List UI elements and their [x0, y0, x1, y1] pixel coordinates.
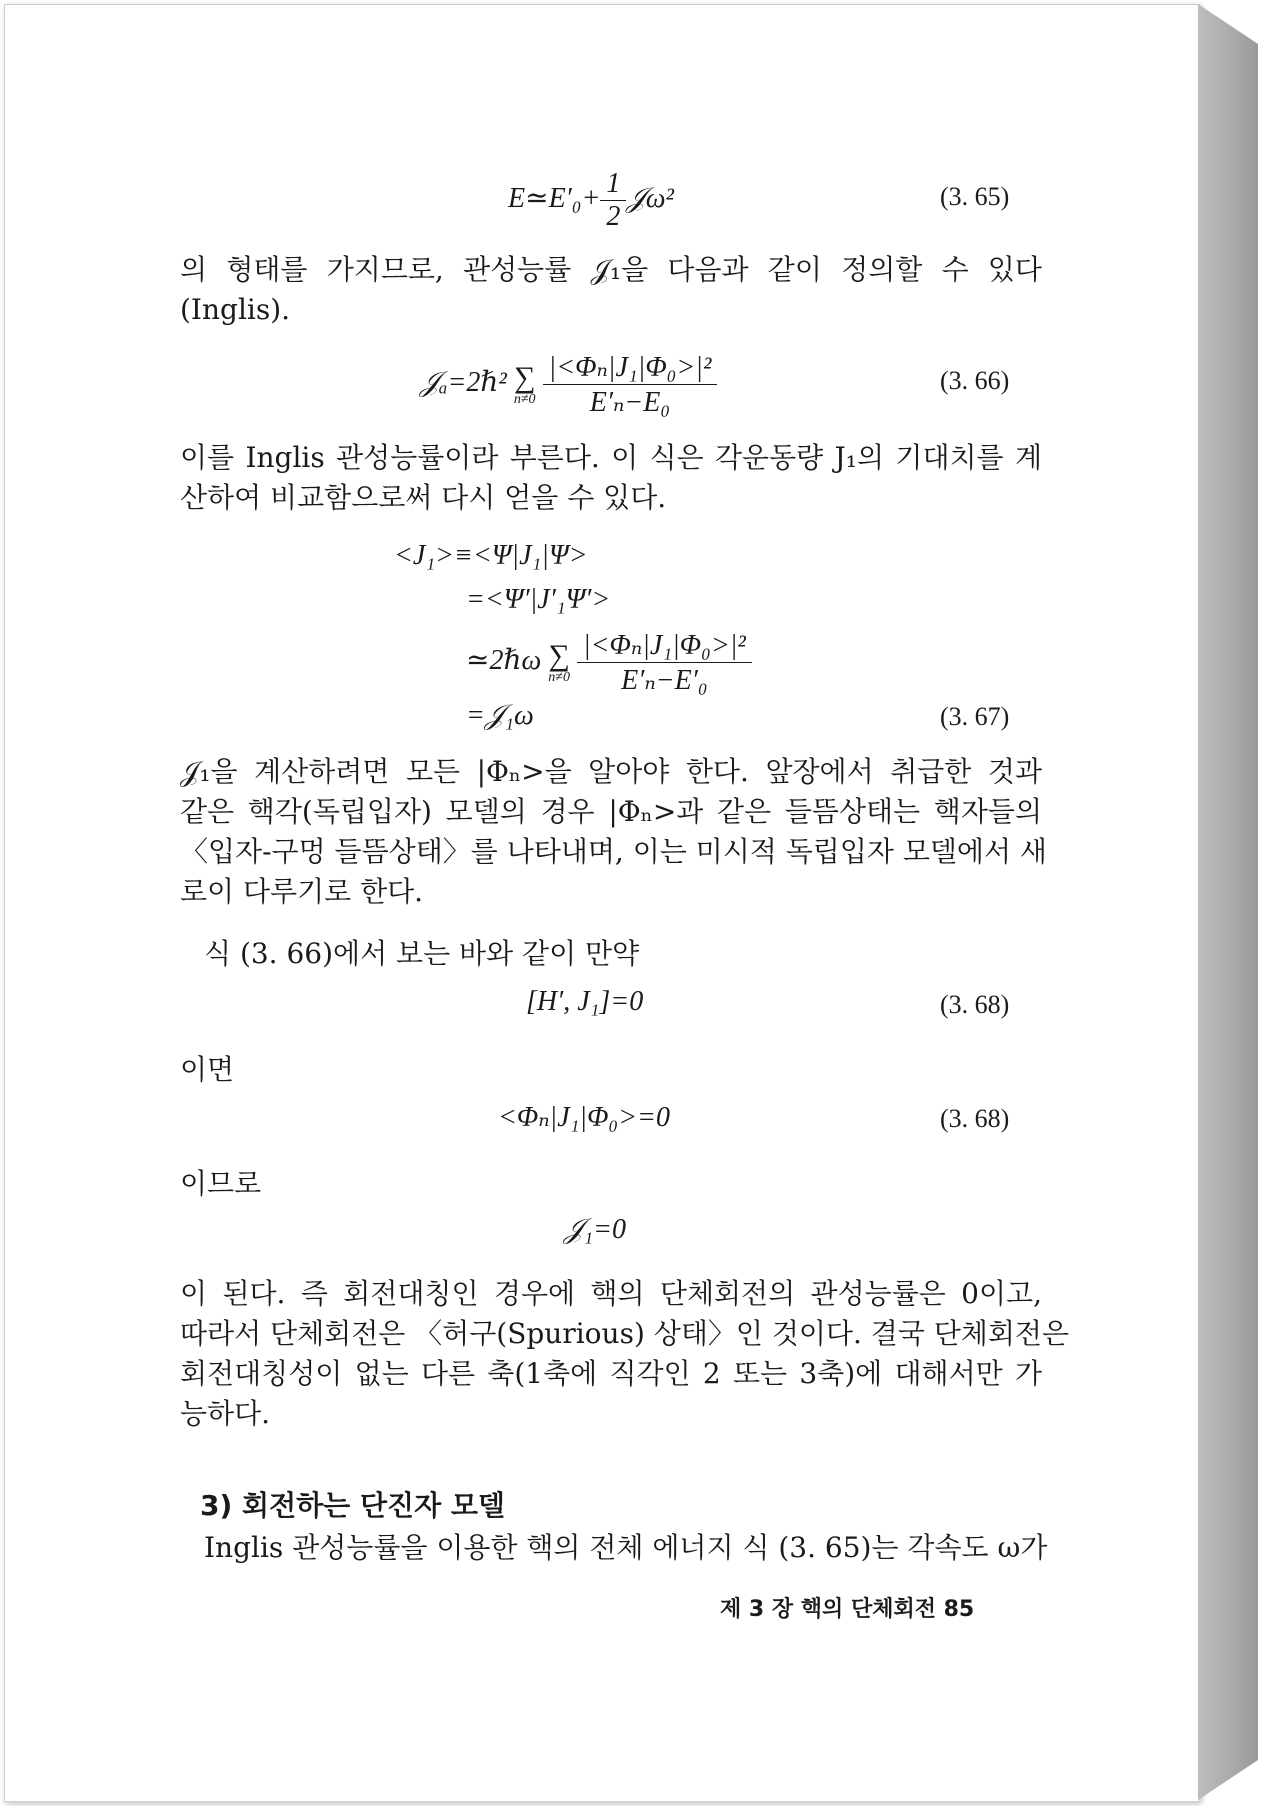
paragraph-1 — [180, 250, 1042, 330]
eq-number-3-65: (3. 65) — [940, 182, 1010, 211]
para8-line-1: Inglis 관성능률을 이용한 핵의 전체 에너지 식 (3. 65)는 각속도 ω가 — [204, 1531, 1048, 1564]
eq-366-fraction — [543, 350, 718, 419]
paragraph-6: 이므로 — [180, 1167, 262, 1200]
para3-line-4: 로이 다루기로 한다. — [180, 875, 424, 908]
eq-367-line-2: =<Ψ′|J′₁Ψ′> — [466, 584, 611, 615]
equation-3-66 — [420, 350, 717, 419]
para2-line-2: 산하여 비교함으로써 다시 얻을 수 있다. — [180, 481, 667, 514]
eq-number-3-66: (3. 66) — [940, 366, 1010, 395]
para2-line-1: 이를 Inglis 관성능률이라 부른다. 이 식은 각운동량 J₁의 기대치를 계 — [180, 441, 1042, 474]
equation-3-68a: [H′, J₁]=0 — [526, 986, 644, 1017]
eq-367-line-1: <J₁>≡<Ψ|J₁|Ψ> — [394, 540, 588, 571]
paragraph-7 — [180, 1274, 1069, 1434]
page-footer: 제 3 장 핵의 단체회전 85 — [720, 1597, 975, 1622]
eq-365-fraction — [600, 168, 626, 233]
para1-line-1: 의 형태를 가지므로, 관성능률 𝒥₁을 다음과 같이 정의할 수 있다 — [180, 253, 1042, 286]
section-heading: 3) 회전하는 단진자 모델 — [200, 1489, 505, 1522]
eq-365-lhs: E≃E′₀+ — [508, 182, 601, 214]
para7-line-1: 이 된다. 즉 회전대칭인 경우에 핵의 단체회전의 관성능률은 0이고, — [180, 1277, 1042, 1310]
eq-365-denominator: 2 — [606, 201, 621, 232]
eq-367-line3-lhs: ≃2ℏω — [466, 644, 542, 676]
eq-366-numerator: |<Φₙ|J₁|Φ₀>|² — [543, 350, 718, 385]
eq-number-3-68b: (3. 68) — [940, 1104, 1010, 1133]
para7-line-4: 능하다. — [180, 1397, 271, 1430]
para3-line-1: 𝒥₁을 계산하려면 모든 |Φₙ>을 알아야 한다. 앞장에서 취급한 것과 — [180, 755, 1042, 788]
equation-3-68b: <Φₙ|J₁|Φ₀>=0 — [498, 1102, 670, 1133]
eq-367-numerator: |<Φₙ|J₁|Φ₀>|² — [577, 628, 752, 663]
paragraph-4: 식 (3. 66)에서 보는 바와 같이 만약 — [204, 937, 640, 970]
para7-line-3: 회전대칭성이 없는 다른 축(1축에 직각인 2 또는 3축)에 대해서만 가 — [180, 1357, 1042, 1390]
eq-number-3-68a: (3. 68) — [940, 990, 1010, 1019]
eq-367-denominator: E′ₙ−E′₀ — [621, 665, 708, 696]
para1-line-2: (Inglis). — [180, 293, 291, 326]
paragraph-2 — [180, 438, 1042, 518]
eq-367-line-3 — [466, 628, 752, 697]
paragraph-8 — [204, 1528, 1048, 1568]
eq-366-lhs: 𝒥ₐ=2ℏ² — [420, 366, 507, 398]
sigma-symbol: ∑ n≠0 — [548, 638, 570, 685]
para3-line-3: 〈입자-구멍 들뜸상태〉를 나타내며, 이는 미시적 독립입자 모델에서 새 — [180, 835, 1047, 868]
para3-line-2: 같은 핵각(독립입자) 모델의 경우 |Φₙ>과 같은 들뜸상태는 핵자들의 — [180, 795, 1042, 828]
para7-line-2: 따라서 단체회전은 〈허구(Spurious) 상태〉인 것이다. 결국 단체회전은 — [180, 1317, 1069, 1350]
eq-367-line-4: =𝒥₁ω — [466, 700, 534, 731]
eq-366-denominator: E′ₙ−E₀ — [589, 387, 671, 418]
eq-365-rhs: 𝒥ω² — [626, 182, 674, 214]
eq-367-sum-subscript: n≠0 — [548, 669, 570, 685]
eq-365-numerator: 1 — [600, 168, 626, 201]
eq-number-3-67: (3. 67) — [940, 702, 1010, 731]
book-spine — [1198, 4, 1258, 1800]
eq-367-fraction — [577, 628, 752, 697]
eq-366-sum-subscript: n≠0 — [513, 391, 536, 407]
equation-inertia-zero: 𝒥₁=0 — [564, 1214, 626, 1245]
paragraph-3 — [180, 752, 1047, 912]
paragraph-5: 이면 — [180, 1053, 235, 1086]
equation-3-65 — [508, 168, 674, 233]
sigma-symbol: ∑ n≠0 — [513, 360, 536, 407]
